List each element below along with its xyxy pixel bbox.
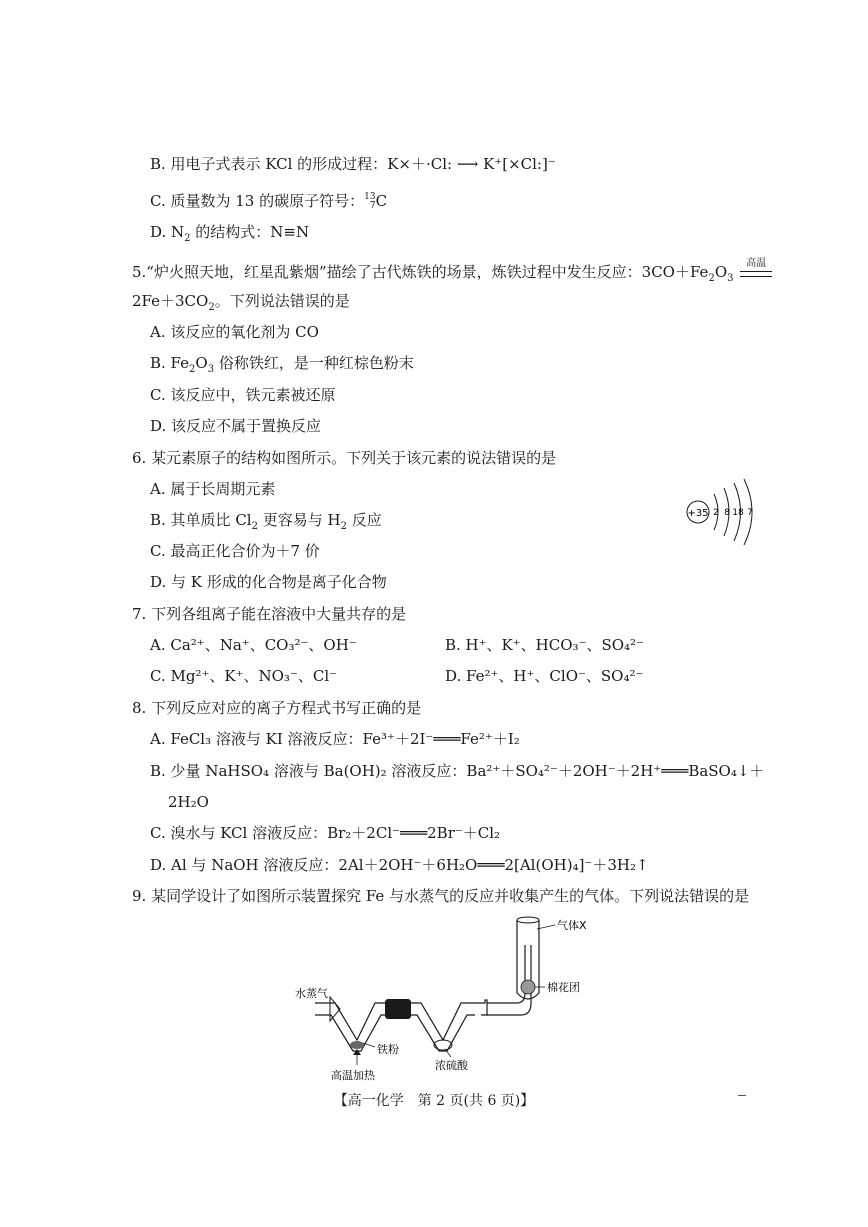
q6-b-pre: B. 其单质比 Cl [150,511,252,529]
q5-b-rest: 俗称铁红，是一种红棕色粉末 [214,354,414,372]
q6-option-b [150,510,382,530]
q5-stem2-rest: 。下列说法错误的是 [214,292,350,310]
q4-c-text: C. 质量数为 13 的碳原子符号： [150,192,365,210]
q8-option-b-line1: B. 少量 NaHSO₄ 溶液与 Ba(OH)₂ 溶液反应：Ba²⁺＋SO₄²⁻＋2OH⁻＋2H⁺═══BaSO₄↓＋ [150,762,765,780]
page-footer: 【高一化学 第 2 页(共 6 页)】 [333,1093,535,1109]
q4-d-sub: 2 [184,233,191,244]
shell-3-label: 18 [732,508,744,518]
inlet-tube-top [315,1003,385,1040]
nucleus-label: +35 [687,508,709,519]
q8-option-c: C. 溴水与 KCl 溶液反应：Br₂＋2Cl⁻═══2Br⁻＋Cl₂ [150,824,501,842]
q4-option-b [150,154,556,174]
q8-option-d: D. Al 与 NaOH 溶液反应：2Al＋2OH⁻＋6H₂O═══2[Al(OH)₄]⁻＋3H₂↑ [150,856,649,874]
page-mark [738,1095,746,1096]
atom-structure-diagram [680,478,770,548]
q5-option-a: A. 该反应的氧化剂为 CO [150,323,319,341]
q4-c-atomic: 7 [369,201,376,211]
heat-arrow-icon [353,1049,361,1055]
q4-d-text: D. N [150,223,185,241]
q5-stem2: 2Fe＋3CO [132,292,209,310]
q5-stem-line2 [132,291,350,311]
shell-4-label: 7 [747,508,753,518]
q5-option-b [150,353,414,373]
apparatus-diagram [285,915,615,1085]
q5-stem-text: 5.“炉火照天地，红星乱紫烟”描绘了古代炼铁的场景，炼铁过程中发生反应：3CO＋Fe [132,263,709,281]
q5-o: O [714,263,728,281]
q5-stem-line1 [132,258,774,284]
q7-option-d: D. Fe²⁺、H⁺、ClO⁻、SO₄²⁻ [445,667,644,685]
acid-label: 浓硫酸 [435,1059,468,1072]
q5-b-sub2: 3 [207,364,215,375]
q7-stem: 7. 下列各组离子能在溶液中大量共存的是 [132,605,407,623]
q6-b-rest: 反应 [346,511,382,529]
q5-condition: 高温 [746,258,767,269]
heat-label: 高温加热 [331,1069,375,1082]
q5-b-o: O [195,354,208,372]
q4-d-rest: 的结构式：N≡N [190,223,310,241]
acid-tube-bottom [411,1015,475,1051]
iron-powder-label: 铁粉 [377,1043,399,1056]
test-tube-mouth [517,917,539,923]
q6-option-a: A. 属于长周期元素 [150,480,276,498]
shell-1-label: 2 [713,508,719,518]
q8-option-a: A. FeCl₃ 溶液与 KI 溶液反应：Fe³⁺＋2I⁻═══Fe²⁺＋I₂ [150,730,520,748]
gas-label-line [537,925,555,929]
q7-option-a: A. Ca²⁺、Na⁺、CO₃²⁻、OH⁻ [150,636,357,654]
q4-b-text: B. 用电子式表示 KCl 的形成过程： [150,155,388,173]
q5-b-pre: B. Fe [150,354,190,372]
q6-option-c: C. 最高正化合价为＋7 价 [150,542,320,560]
joint [475,1000,487,1015]
q5-b-sub: 2 [189,364,196,375]
q5-option-c: C. 该反应中，铁元素被还原 [150,386,336,404]
cotton-label: 棉花团 [547,981,580,994]
q4-option-d [150,222,309,242]
q5-option-d: D. 该反应不属于置换反应 [150,417,322,435]
q8-stem: 8. 下列反应对应的离子方程式书写正确的是 [132,699,422,717]
steam-label: 水蒸气 [295,987,328,1000]
gas-x-label: 气体X [557,919,587,932]
q6-b-sub: 2 [251,521,258,532]
q8-option-b-line2: 2H₂O [168,793,209,811]
q4-c-symbol: C [375,192,388,210]
rubber-connector [385,999,411,1019]
q6-b-sub2: 2 [340,521,347,532]
q5-sub-a: 2 [708,273,715,284]
concentrated-sulfuric-acid [434,1040,452,1050]
q4-c-mass: 13 [364,192,376,202]
q5-sub-c: 2 [208,302,215,313]
q7-option-c: C. Mg²⁺、K⁺、NO₃⁻、Cl⁻ [150,667,338,685]
iron-powder [350,1041,364,1049]
q9-stem: 9. 某同学设计了如图所示装置探究 Fe 与水蒸气的反应并收集产生的气体。下列说法错误的是 [132,887,750,905]
q7-option-b: B. H⁺、K⁺、HCO₃⁻、SO₄²⁻ [445,636,644,654]
q4-option-c [150,191,387,211]
outlet-tube-top [487,945,525,1003]
q6-b-mid: 更容易与 H [257,511,341,529]
q5-sub-b: 3 [727,273,734,284]
q6-option-d: D. 与 K 形成的化合物是离子化合物 [150,573,387,591]
shell-2-label: 8 [724,508,730,518]
q4-b-formula: K×＋·Cl: ⟶ K⁺[×Cl:]⁻ [387,155,556,173]
q6-stem: 6. 某元素原子的结构如图所示。下列关于该元素的说法错误的是 [132,449,557,467]
cotton-ball [521,980,535,994]
inlet-tube-bottom [315,1015,385,1051]
